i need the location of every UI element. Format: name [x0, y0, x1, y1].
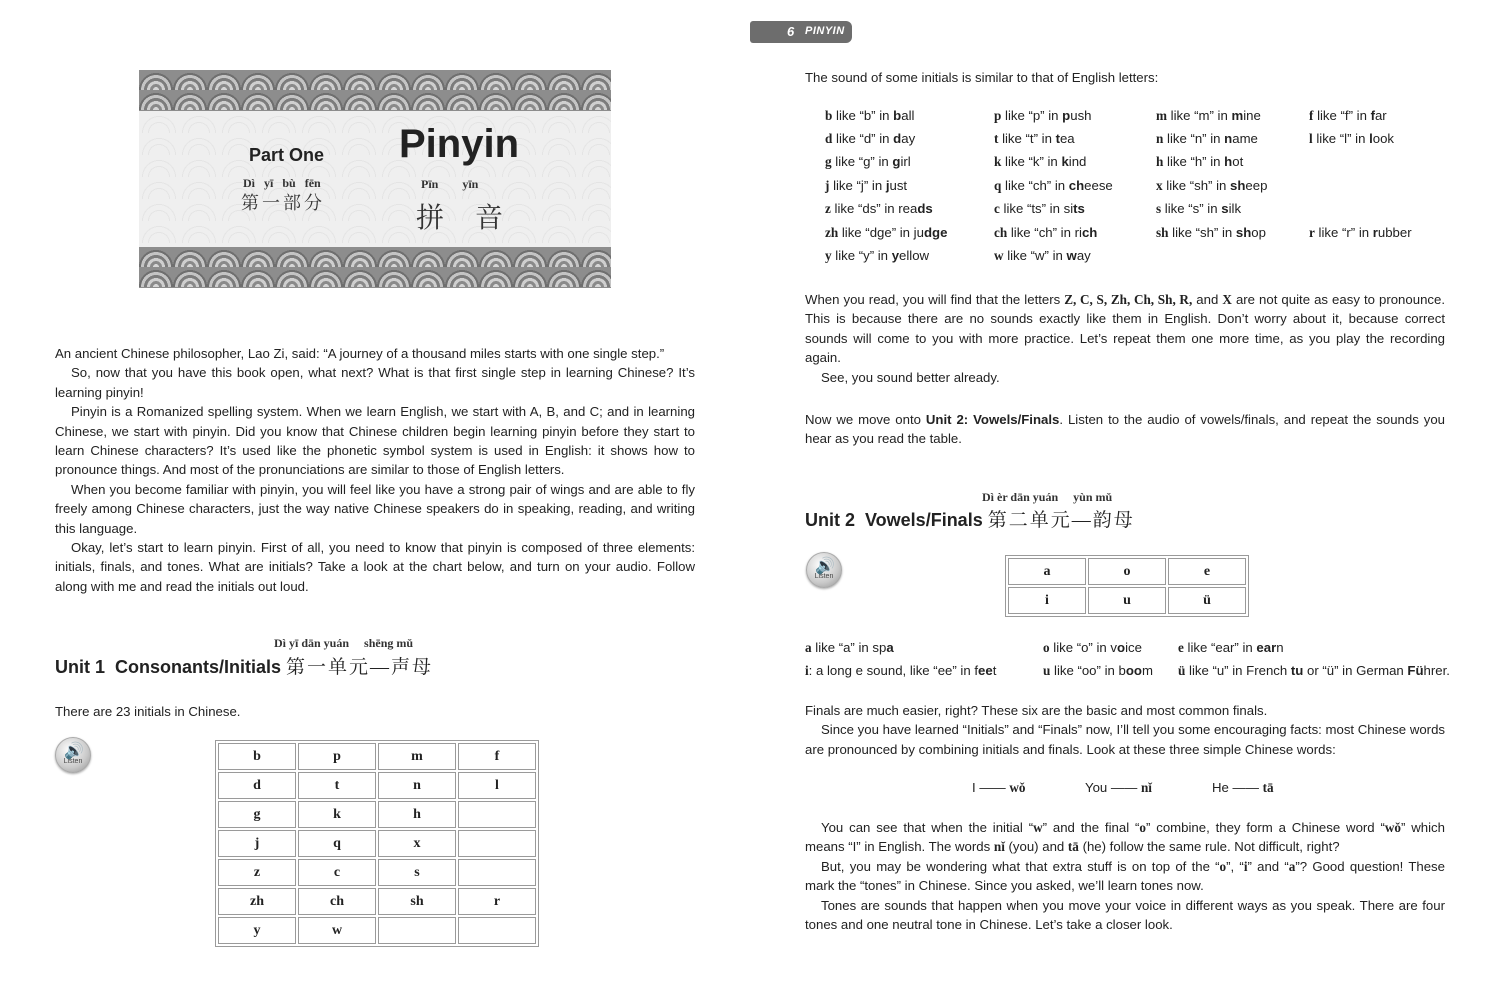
text-run-bold: a — [1288, 858, 1296, 874]
initial-letter: d — [825, 131, 833, 146]
table-cell: g — [218, 801, 296, 828]
table-cell: j — [218, 830, 296, 857]
text-run: like “ear” in — [1183, 640, 1257, 655]
unit2-pinyin — [982, 490, 1112, 505]
text-run: op — [1251, 225, 1266, 240]
text-run-bold: m — [1231, 108, 1244, 123]
text-run: like “y” in — [831, 248, 892, 263]
unit2-hanzi: 第二单元—韵母 — [987, 510, 1135, 531]
initial-letter: sh — [1156, 225, 1169, 240]
table-cell: n — [378, 772, 456, 799]
similar-sound-item — [825, 225, 947, 241]
similar-sound-item — [825, 178, 907, 194]
text-run: ”? Good question! These mark the “tones” in Chinese. Since you asked, we’ll learn tones now. — [805, 858, 1445, 894]
text-run: are not quite as easy to pronounce. This is because there are no sounds exactly like them in English. Don’t worry about it, because correct sounds will come to you with more practice. Let’s repeat them one more time, as you play the recording again. — [805, 292, 1445, 366]
unit1-label: Unit 1 Consonants/Initials — [55, 657, 282, 677]
initial-letter: n — [1156, 131, 1164, 146]
text-run: ame — [1232, 131, 1258, 146]
initial-letter: z — [825, 201, 831, 216]
tones-text — [805, 818, 1445, 934]
similar-sound-item — [825, 154, 911, 170]
text-run: ” and “ — [1247, 858, 1289, 874]
unit2-label: Unit 2 Vowels/Finals — [805, 510, 983, 530]
initial-letter: m — [1156, 108, 1167, 123]
final-description — [1178, 640, 1284, 656]
initial-letter: f — [1309, 108, 1314, 123]
text-run-bold: y — [891, 248, 900, 263]
table-cell: e — [1168, 558, 1246, 585]
text-run: like “t” in — [998, 131, 1056, 146]
similar-sound-item — [825, 108, 914, 124]
part-pinyin-syllable: fēn — [304, 176, 321, 190]
text-run-bold: Fü — [1407, 663, 1424, 678]
text-run: ind — [1068, 154, 1087, 169]
listen-label: Listen — [63, 758, 83, 765]
paragraph — [805, 857, 1445, 896]
initial-letter: s — [1156, 201, 1162, 216]
listen-label: Listen — [814, 573, 834, 580]
unit1-heading — [55, 652, 433, 679]
title-pinyin-syllable: yīn — [462, 177, 479, 191]
initial-letter: p — [994, 108, 1002, 123]
initial-letter: b — [825, 108, 833, 123]
text-run: like “oo” in b — [1050, 663, 1126, 678]
text-run: like “f” in — [1313, 108, 1371, 123]
table-cell: f — [458, 743, 536, 770]
text-run: (he) follow the same rule. Not difficult, right? — [1078, 839, 1340, 855]
table-row — [1008, 587, 1246, 614]
text-run: But, you may be wondering what that extra stuff is on top of the “ — [821, 858, 1220, 874]
similar-sound-item — [994, 201, 1085, 217]
text-run: ay — [901, 131, 916, 146]
text-run-bold: f — [1370, 108, 1375, 123]
text-run-bold: l — [1369, 131, 1373, 146]
final-letter: a — [805, 640, 812, 655]
table-cell: p — [298, 743, 376, 770]
paragraph: Okay, let’s start to learn pinyin. First of all, you need to know that pinyin is composed of three elements: initials, finals, and tones. What are initials? Take a look at the chart below, and turn on your audio. Follow along with me and read the initials out loud. — [55, 540, 695, 594]
unit2-pinyin-part: Dì èr dān yuán — [982, 490, 1059, 504]
text-run: ush — [1070, 108, 1092, 123]
part-pinyin-syllable: bù — [282, 176, 296, 190]
part-one-banner — [139, 70, 611, 288]
initials-table — [215, 740, 539, 947]
paragraph: Since you have learned “Initials” and “Finals” now, I’ll tell you some encouraging facts: most Chinese words are pronounced by combining initials and finals. Look at these three simple Chinese words: — [805, 722, 1445, 757]
similar-intro — [805, 68, 1445, 87]
table-cell: x — [378, 830, 456, 857]
table-row — [218, 772, 536, 799]
text-run: like “l” in — [1312, 131, 1370, 146]
banner-background — [139, 111, 611, 247]
word-english: You — [1085, 780, 1108, 795]
paragraph — [805, 410, 1445, 449]
table-row — [218, 888, 536, 915]
table-cell: u — [1088, 587, 1166, 614]
similar-sound-item — [1156, 225, 1266, 241]
part-title: Pinyin — [399, 122, 520, 166]
table-cell: w — [298, 917, 376, 944]
text-run: like “o” in v — [1049, 640, 1118, 655]
text-run: ay — [1076, 248, 1091, 263]
text-run-bold: p — [1062, 108, 1071, 123]
text-run: ine — [1243, 108, 1261, 123]
text-run: ot — [1232, 154, 1244, 169]
text-run: like “p” in — [1001, 108, 1063, 123]
text-run: ubber — [1377, 225, 1412, 240]
table-cell: y — [218, 917, 296, 944]
text-run-bold: ch — [1068, 178, 1085, 193]
paragraph: The sound of some initials is similar to that of English letters: — [805, 70, 1159, 85]
unit1-pinyin-part: shēng mǔ — [364, 636, 414, 650]
table-cell: o — [1088, 558, 1166, 585]
text-run: : a long e sound, like “ee” in f — [808, 663, 979, 678]
table-cell: ch — [298, 888, 376, 915]
table-cell: l — [458, 772, 536, 799]
part-hanzi: 第一部分 — [241, 193, 325, 213]
part-label: Part One — [249, 145, 325, 165]
text-run: like “u” in French — [1185, 663, 1291, 678]
text-run: (you) and — [1004, 839, 1068, 855]
initial-letter: ch — [994, 225, 1008, 240]
text-run: irl — [900, 154, 911, 169]
word-pinyin: nǐ — [1140, 780, 1152, 795]
table-cell: r — [458, 888, 536, 915]
example-word — [972, 780, 1026, 796]
table-row — [218, 917, 536, 944]
text-run: like “sh” in — [1168, 225, 1236, 240]
page-header-title: PINYIN — [805, 25, 845, 37]
text-run-bold: tā — [1067, 839, 1079, 855]
table-cell: a — [1008, 558, 1086, 585]
text-run-bold: j — [885, 178, 890, 193]
similar-sound-item — [825, 248, 929, 264]
similar-sound-item — [825, 201, 933, 217]
text-run: ar — [1374, 108, 1387, 123]
text-run-bold: nǐ — [993, 839, 1005, 855]
initial-letter: y — [825, 248, 832, 263]
text-run-bold: wǒ — [1384, 820, 1402, 835]
final-description — [1043, 640, 1142, 656]
table-cell: b — [218, 743, 296, 770]
text-run: ”, “ — [1226, 858, 1244, 874]
banner-top-pattern — [139, 70, 611, 111]
unit1-hanzi: 第一单元—声母 — [286, 657, 434, 678]
initial-letter: r — [1309, 225, 1315, 240]
initial-letter: w — [994, 248, 1004, 263]
table-row — [218, 801, 536, 828]
table-cell: d — [218, 772, 296, 799]
word-dash: —— — [975, 780, 1010, 795]
paragraph: When you become familiar with pinyin, you will feel like you have a strong pair of wings and are able to fly freely among Chinese characters, just the way native Chinese speakers do in speaking, reading, and writing this language. — [55, 481, 695, 536]
part-pinyin-syllable: Dì — [243, 176, 255, 190]
initial-letter: q — [994, 178, 1002, 193]
final-letter: ü — [1178, 663, 1186, 678]
text-run: You can see that when the initial “ — [821, 820, 1034, 835]
example-word — [1085, 780, 1152, 796]
table-row — [218, 743, 536, 770]
word-english: He — [1212, 780, 1229, 795]
table-cell — [458, 830, 536, 857]
unit1-pinyin — [274, 636, 413, 651]
text-run: like “sh” in — [1162, 178, 1231, 193]
initial-letter: j — [825, 178, 830, 193]
initial-letter: k — [994, 154, 1002, 169]
text-run: like “dge” in ju — [838, 225, 924, 240]
similar-sound-item — [1156, 154, 1243, 170]
speaker-icon: 🔊 — [64, 743, 84, 760]
word-dash: —— — [1107, 780, 1141, 795]
listen-button[interactable] — [806, 552, 842, 588]
reading-text — [805, 290, 1445, 387]
initial-letter: t — [994, 131, 999, 146]
table-cell — [458, 859, 536, 886]
paragraph: Finals are much easier, right? These six are the basic and most common finals. — [805, 703, 1268, 718]
word-pinyin: wǒ — [1009, 780, 1026, 795]
text-run-bold: Unit 2: Vowels/Finals — [925, 412, 1060, 427]
text-run: t — [992, 663, 997, 678]
similar-sound-item — [1309, 108, 1387, 124]
text-run: all — [901, 108, 915, 123]
text-run-bold: ds — [917, 201, 933, 216]
text-run: ook — [1372, 131, 1395, 146]
table-cell: zh — [218, 888, 296, 915]
part-pinyin-syllable: yī — [264, 176, 274, 190]
text-run: like “ds” in rea — [830, 201, 918, 216]
text-run-bold: X — [1222, 292, 1232, 307]
text-run: ellow — [899, 248, 930, 263]
text-run: like “k” in — [1001, 154, 1062, 169]
text-run-bold: ch — [1081, 225, 1098, 240]
word-pinyin: tā — [1262, 780, 1274, 795]
table-row — [218, 830, 536, 857]
initial-letter: zh — [825, 225, 839, 240]
finals-text — [805, 701, 1445, 759]
text-run-bold: ts — [1073, 201, 1085, 216]
final-description — [805, 640, 894, 656]
final-letter: u — [1043, 663, 1051, 678]
text-run-bold: ear — [1256, 640, 1277, 655]
similar-sound-item — [994, 178, 1113, 194]
text-run-bold: Z, C, S, Zh, Ch, Sh, R, — [1064, 292, 1193, 307]
table-cell — [458, 801, 536, 828]
unit2-pinyin-part: yùn mǔ — [1073, 490, 1113, 504]
text-run: like “ch” in — [1001, 178, 1069, 193]
paragraph: So, now that you have this book open, what next? What is that first single step in learning Chinese? It’s learning pinyin! — [55, 365, 695, 400]
final-description — [1178, 663, 1450, 679]
title-pinyin — [421, 177, 478, 192]
table-cell: sh — [378, 888, 456, 915]
text-run: like “w” in — [1003, 248, 1067, 263]
text-run: ice — [1125, 640, 1142, 655]
text-run: like “d” in — [832, 131, 894, 146]
similar-sound-item — [1309, 131, 1394, 147]
text-run: hrer. — [1423, 663, 1450, 678]
text-run-bold: i — [1243, 858, 1248, 874]
text-run: m — [1141, 663, 1153, 678]
unit2-intro — [805, 410, 1445, 449]
table-cell: k — [298, 801, 376, 828]
text-run: like “s” in — [1161, 201, 1222, 216]
similar-sound-item — [1156, 131, 1258, 147]
text-run-bold: w — [1033, 820, 1043, 835]
paragraph: Pinyin is a Romanized spelling system. When we learn English, we start with A, B, and C; and in learning Chinese, we start with pinyin. Did you know that Chinese children begin learning pinyin before they start to learn Chinese characters? It’s used like the phonetic symbol system is used in English: it shows how to pronounce things. And most of the pronunciations are similar to those of English letters. — [55, 404, 695, 478]
unit1-pinyin-part: Dì yī dān yuán — [274, 636, 350, 650]
paragraph — [805, 818, 1445, 857]
example-word — [1212, 780, 1274, 796]
title-hanzi: 拼 音 — [416, 203, 516, 234]
text-run: like “ts” in si — [999, 201, 1074, 216]
table-cell: s — [378, 859, 456, 886]
text-run: ” which means “I” in English. The words — [805, 820, 1445, 855]
text-run: like “n” in — [1163, 131, 1225, 146]
text-run: like “a” in sp — [811, 640, 887, 655]
similar-sound-item — [825, 131, 915, 147]
paragraph — [805, 290, 1445, 368]
text-run: like “j” in — [829, 178, 886, 193]
text-run-bold: o — [1139, 820, 1146, 835]
text-run: ” and the final “ — [1042, 820, 1140, 835]
unit2-heading — [805, 505, 1135, 532]
similar-sound-item — [994, 154, 1086, 170]
paragraph: There are 23 initials in Chinese. — [55, 704, 241, 719]
text-run: like “b” in — [832, 108, 894, 123]
final-description — [805, 663, 996, 679]
finals-table — [1005, 555, 1249, 617]
text-run-bold: w — [1066, 248, 1077, 263]
table-cell: q — [298, 830, 376, 857]
table-cell — [378, 917, 456, 944]
paragraph: See, you sound better already. — [821, 369, 1000, 385]
text-run: eep — [1245, 178, 1268, 193]
initial-letter: g — [825, 154, 832, 169]
similar-sound-item — [1156, 201, 1241, 217]
text-run: and — [1192, 292, 1223, 307]
text-run-bold: sh — [1230, 178, 1246, 193]
text-run-bold: r — [1372, 225, 1378, 240]
text-run: n — [1276, 640, 1284, 655]
text-run: ilk — [1228, 201, 1242, 216]
page-number: 6 — [787, 24, 795, 39]
text-run: . Listen to the audio of vowels/finals, and repeat the sounds you hear as you read the table. — [805, 412, 1446, 447]
initial-letter: c — [994, 201, 1000, 216]
table-row — [1008, 558, 1246, 585]
text-run: like “g” in — [831, 154, 893, 169]
final-letter: i — [805, 663, 809, 678]
similar-sound-item — [994, 248, 1091, 264]
text-run-bold: o — [1117, 640, 1126, 655]
text-run: eese — [1084, 178, 1113, 193]
text-run: like “h” in — [1163, 154, 1225, 169]
table-cell: t — [298, 772, 376, 799]
final-letter: e — [1178, 640, 1184, 655]
text-run: Now we move onto — [805, 412, 926, 427]
word-english: I — [972, 780, 976, 795]
text-run: like “r” in — [1314, 225, 1373, 240]
text-run-bold: o — [1219, 858, 1227, 874]
text-run: ” combine, they form a Chinese word “ — [1145, 820, 1385, 835]
text-run-bold: b — [893, 108, 902, 123]
table-cell: h — [378, 801, 456, 828]
table-row — [218, 859, 536, 886]
text-run: ust — [889, 178, 908, 193]
text-run-bold: ee — [978, 663, 993, 678]
text-run: or “ü” in German — [1303, 663, 1408, 678]
text-run: ea — [1059, 131, 1075, 146]
page-header-tab — [750, 21, 852, 43]
paragraph: Tones are sounds that happen when you move your voice in different ways as you speak. There are four tones and one neutral tone in Chinese. Let’s take a closer look. — [805, 897, 1445, 933]
text-run-bold: d — [893, 131, 902, 146]
word-dash: —— — [1228, 780, 1263, 795]
final-letter: o — [1043, 640, 1050, 655]
text-run-bold: oo — [1125, 663, 1142, 678]
text-run-bold: n — [1224, 131, 1233, 146]
text-run-bold: h — [1224, 154, 1233, 169]
banner-bottom-pattern — [139, 247, 611, 288]
initials-count — [55, 702, 355, 721]
speaker-icon: 🔊 — [815, 558, 835, 575]
intro-text — [55, 344, 695, 596]
initial-letter: l — [1309, 131, 1313, 146]
similar-sound-item — [1156, 108, 1261, 124]
table-cell: m — [378, 743, 456, 770]
text-run: like “m” in — [1167, 108, 1232, 123]
initial-letter: h — [1156, 154, 1164, 169]
title-pinyin-syllable: Pīn — [421, 177, 439, 191]
similar-sound-item — [994, 225, 1097, 241]
text-run-bold: s — [1221, 201, 1229, 216]
text-run: like “ch” in ri — [1007, 225, 1082, 240]
text-run-bold: sh — [1235, 225, 1252, 240]
similar-sound-item — [1156, 178, 1267, 194]
similar-sound-item — [994, 131, 1075, 147]
text-run-bold: dge — [923, 225, 948, 240]
similar-sound-item — [994, 108, 1092, 124]
text-run-bold: a — [886, 640, 894, 655]
table-cell: z — [218, 859, 296, 886]
table-cell: c — [298, 859, 376, 886]
initial-letter: x — [1156, 178, 1163, 193]
table-cell — [458, 917, 536, 944]
listen-button[interactable] — [55, 737, 91, 773]
table-cell: i — [1008, 587, 1086, 614]
text-run-bold: g — [892, 154, 901, 169]
similar-sound-item — [1309, 225, 1412, 241]
table-cell: ü — [1168, 587, 1246, 614]
text-run-bold: t — [1055, 131, 1060, 146]
text-run-bold: k — [1061, 154, 1069, 169]
text-run: When you read, you will find that the letters — [805, 292, 1065, 307]
paragraph: An ancient Chinese philosopher, Lao Zi, said: “A journey of a thousand miles starts with one single step.” — [55, 346, 665, 361]
text-run-bold: tu — [1290, 663, 1304, 678]
final-description — [1043, 663, 1153, 679]
